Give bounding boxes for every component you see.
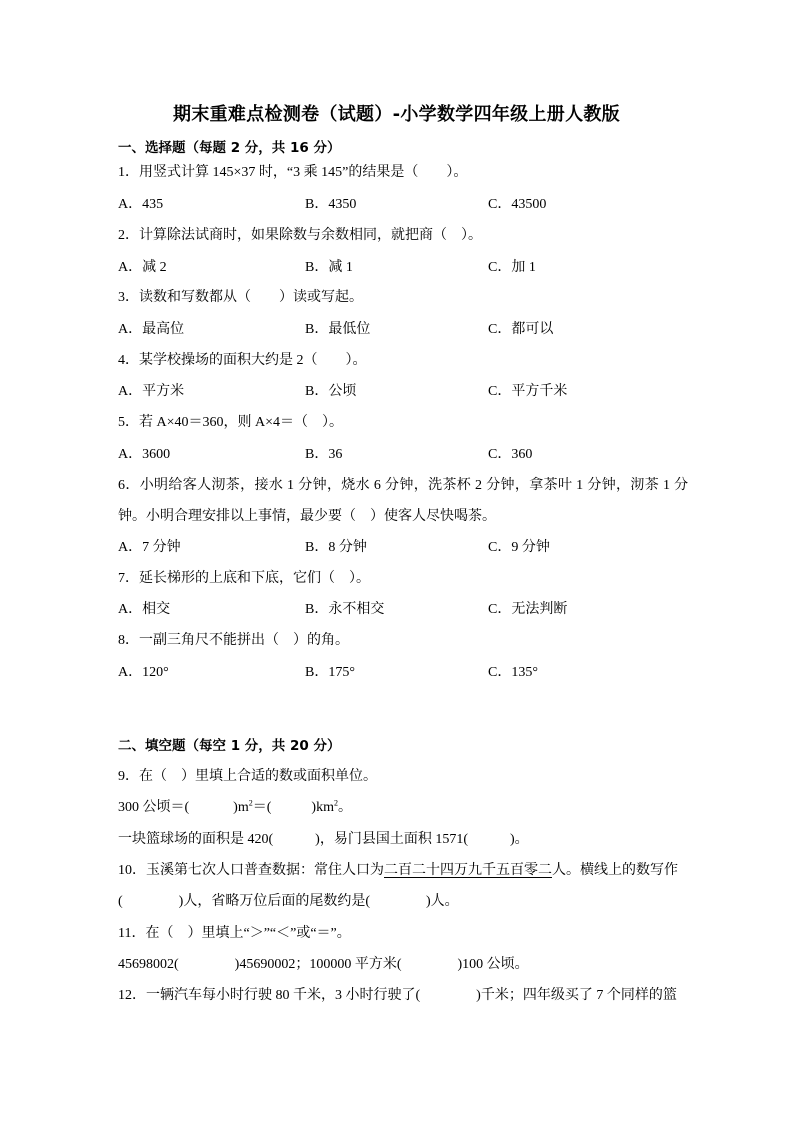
question-6-stem-continued: 钟。小明合理安排以上事情，最少要（ ）使客人尽快喝茶。: [118, 509, 496, 524]
question-9-stem: 9．在（ ）里填上合适的数或面积单位。: [118, 769, 377, 784]
question-11-line-2: 45698002( )45690002；100000 平方米( )100 公顷。: [118, 957, 529, 972]
question-1-stem: 1．用竖式计算 145×37 时，“3 乘 145”的结果是（ ）。: [118, 165, 468, 180]
question-2-stem: 2．计算除法试商时，如果除数与余数相同，就把商（ ）。: [118, 228, 482, 243]
q9-part-e: 。: [337, 800, 352, 815]
question-4-option-b: B．公顷: [305, 384, 357, 399]
q9-part-c: ＝(: [252, 800, 272, 815]
question-1-option-b: B．4350: [305, 197, 357, 212]
question-1-option-c: C．43500: [488, 197, 547, 212]
question-7-option-a: A．相交: [118, 602, 171, 617]
q10-stem-post: 人。横线上的数写作: [552, 863, 678, 878]
question-2-option-b: B．减 1: [305, 260, 353, 275]
question-2-option-a: A．减 2: [118, 260, 167, 275]
question-7-option-b: B．永不相交: [305, 602, 385, 617]
q9-superscript-1: 2: [248, 798, 253, 808]
question-6-option-a: A．7 分钟: [118, 540, 181, 555]
question-12-stem: 12．一辆汽车每小时行驶 80 千米，3 小时行驶了( )千米；四年级买了 7 个同样的篮: [118, 988, 677, 1003]
question-10-line-2: ( )人，省略万位后面的尾数约是( )人。: [118, 894, 459, 909]
question-4-option-a: A．平方米: [118, 384, 185, 399]
question-3-option-b: B．最低位: [305, 322, 371, 337]
question-6-option-b: B．8 分钟: [305, 540, 367, 555]
question-8-stem: 8．一副三角尺不能拼出（ ）的角。: [118, 633, 349, 648]
q9-part-b: )m: [233, 800, 249, 815]
question-2-option-c: C．加 1: [488, 260, 536, 275]
question-11-stem: 11．在（ ）里填上“＞”“＜”或“＝”。: [118, 926, 351, 941]
question-10-stem: [118, 862, 678, 880]
question-9-line-2: 一块篮球场的面积是 420( )，易门县国土面积 1571( )。: [118, 832, 529, 847]
question-6-stem: 6．小明给客人沏茶，接水 1 分钟，烧水 6 分钟，洗茶杯 2 分钟，拿茶叶 1 分钟，沏茶 1 分: [118, 478, 689, 493]
page-title: 期末重难点检测卷（试题）-小学数学四年级上册人教版: [173, 104, 620, 125]
question-8-option-a: A．120°: [118, 665, 169, 680]
question-7-option-c: C．无法判断: [488, 602, 568, 617]
q9-part-a: 300 公顷＝(: [118, 800, 190, 815]
question-3-option-a: A．最高位: [118, 322, 185, 337]
question-3-stem: 3．读数和写数都从（ ）读或写起。: [118, 290, 363, 305]
q9-part-d: )km: [311, 800, 334, 815]
question-8-option-b: B．175°: [305, 665, 355, 680]
question-5-option-b: B．36: [305, 447, 343, 462]
question-6-option-c: C．9 分钟: [488, 540, 550, 555]
question-4-stem: 4．某学校操场的面积大约是 2（ ）。: [118, 353, 367, 368]
question-5-stem: 5．若 A×40＝360，则 A×4＝（ ）。: [118, 415, 344, 430]
question-5-option-c: C．360: [488, 447, 533, 462]
question-7-stem: 7．延长梯形的上底和下底，它们（ ）。: [118, 571, 370, 586]
q10-stem-pre: 10．玉溪第七次人口普查数据：常住人口为: [118, 863, 384, 878]
q10-underlined-number: 二百二十四万九千五百零二: [384, 863, 552, 878]
question-8-option-c: C．135°: [488, 665, 538, 680]
question-3-option-c: C．都可以: [488, 322, 554, 337]
question-5-option-a: A．3600: [118, 447, 171, 462]
section-header-choice: 一、选择题（每题 2 分，共 16 分）: [118, 140, 341, 156]
question-4-option-c: C．平方千米: [488, 384, 568, 399]
question-1-option-a: A．435: [118, 197, 164, 212]
q9-superscript-2: 2: [333, 798, 338, 808]
question-9-line-1: [118, 799, 352, 817]
section-header-fill: 二、填空题（每空 1 分，共 20 分）: [118, 738, 341, 754]
